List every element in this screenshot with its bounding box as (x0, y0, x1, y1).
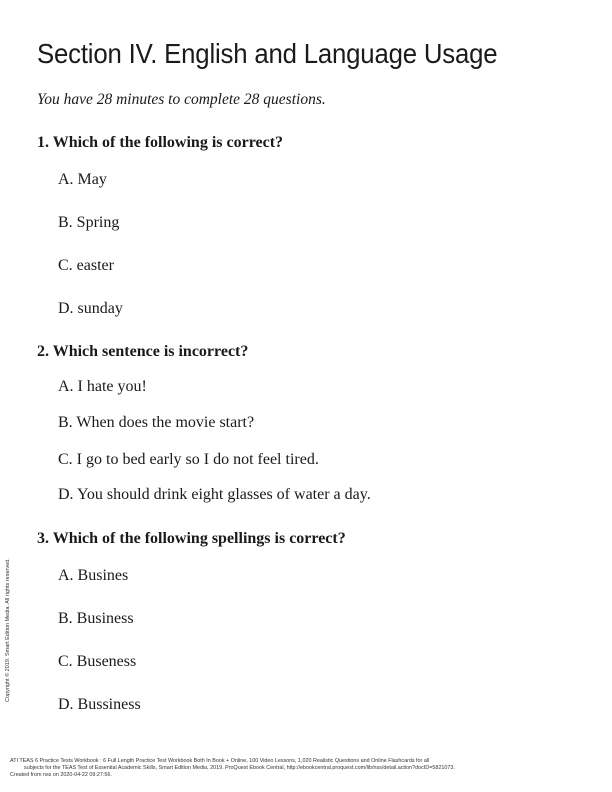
question-1-option-b: B. Spring (58, 214, 120, 231)
footer-line-2: subjects for the TEAS Test of Essential Academic Skills, Smart Edition Media, 2019. ProQuest Ebook Central, http://ebookcentral.proquest.com/lib/nss/detail.action?docID=5821073. (24, 765, 455, 772)
page-title: Section IV. English and Language Usage (37, 38, 498, 69)
footer-line-1: ATI TEAS 6 Practice Tests Workbook : 6 Full Length Practice Test Workbook Both In Book + Online, 100 Video Lessons, 1,020 Realistic Questions and Online Flashcards for all (10, 758, 430, 764)
footer-line-3: Created from nss on 2020-04-22 09:27:56. (10, 772, 112, 779)
question-3-option-a: A. Busines (58, 567, 129, 584)
question-3-option-b: B. Business (58, 610, 134, 627)
question-1-option-a: A. May (58, 171, 107, 188)
question-2-option-b: B. When does the movie start? (58, 414, 255, 431)
question-2-option-d: D. You should drink eight glasses of water a day. (58, 486, 371, 503)
question-2-option-a: A. I hate you! (58, 378, 147, 395)
question-1-prompt: 1. Which of the following is correct? (37, 134, 284, 151)
question-1-option-d: D. sunday (58, 300, 123, 317)
instructions: You have 28 minutes to complete 28 questions. (37, 91, 326, 108)
footer-citation (10, 758, 606, 780)
side-copyright-notice: Copyright © 2019. Smart Edition Media. All rights reserved. (5, 558, 11, 702)
question-2-prompt: 2. Which sentence is incorrect? (37, 343, 249, 360)
question-3-prompt: 3. Which of the following spellings is correct? (37, 530, 346, 547)
question-3-option-c: C. Buseness (58, 653, 137, 670)
question-3-option-d: D. Bussiness (58, 696, 141, 713)
question-1-option-c: C. easter (58, 257, 114, 274)
question-2-option-c: C. I go to bed early so I do not feel tired. (58, 451, 319, 468)
